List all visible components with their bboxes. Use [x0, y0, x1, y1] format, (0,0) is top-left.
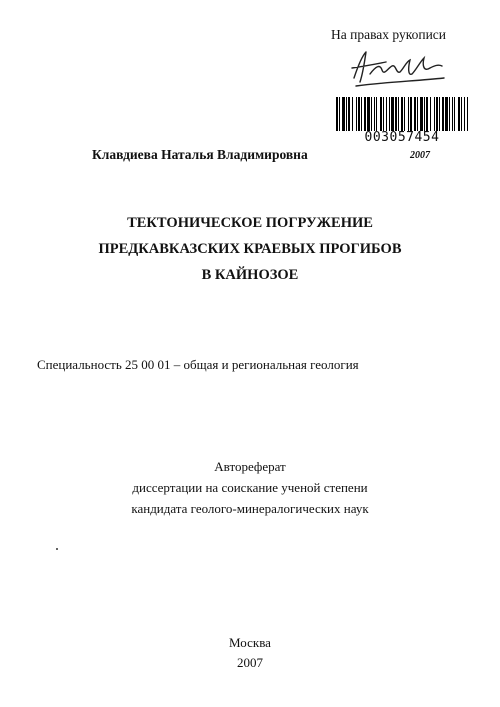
barcode-bar: [417, 97, 418, 131]
barcode-bar: [364, 97, 366, 131]
barcode-bar: [449, 97, 450, 131]
barcode-bar: [461, 97, 462, 131]
document-type-line: диссертации на соискание ученой степени: [132, 480, 368, 495]
barcode-bar: [339, 97, 340, 131]
barcode-bar: [367, 97, 370, 131]
rights-notice: На правах рукописи: [331, 27, 447, 42]
barcode: [336, 97, 468, 131]
barcode-bar: [395, 97, 397, 131]
year: 2007: [237, 655, 263, 670]
barcode-bar: [408, 97, 409, 131]
handwritten-signature: [346, 48, 446, 90]
barcode-bar: [452, 97, 453, 131]
title-line: ТЕКТОНИЧЕСКОЕ ПОГРУЖЕНИЕ: [127, 215, 373, 231]
barcode-bar: [398, 97, 399, 131]
barcode-bar: [439, 97, 440, 131]
barcode-bar: [356, 97, 357, 131]
barcode-bar: [352, 97, 353, 131]
barcode-bar: [391, 97, 394, 131]
barcode-bar: [464, 97, 465, 131]
barcode-bar: [342, 97, 345, 131]
title-line: ПРЕДКАВКАЗСКИХ КРАЕВЫХ ПРОГИБОВ: [98, 241, 402, 257]
barcode-bar: [445, 97, 448, 131]
specialty-line: Специальность 25 00 01 – общая и региональная геология: [37, 357, 359, 372]
city: Москва: [229, 635, 271, 650]
title-line: В КАЙНОЗОЕ: [201, 267, 299, 283]
barcode-bar: [420, 97, 423, 131]
document-type-line: Автореферат: [214, 459, 286, 474]
barcode-bar: [410, 97, 412, 131]
barcode-bar: [404, 97, 405, 131]
dissertation-title: [0, 210, 500, 288]
barcode-bar: [376, 97, 377, 131]
barcode-bar: [454, 97, 455, 131]
barcode-bar: [348, 97, 350, 131]
author-name: Клавдиева Наталья Владимировна: [92, 147, 308, 162]
barcode-bar: [414, 97, 416, 131]
barcode-bar: [371, 97, 372, 131]
barcode-bar: [442, 97, 444, 131]
document-type: [0, 456, 500, 519]
barcode-bar: [389, 97, 390, 131]
document-type-line: кандидата геолого-минералогических наук: [131, 501, 369, 516]
barcode-bar: [336, 97, 338, 131]
barcode-bar: [383, 97, 384, 131]
barcode-bar: [430, 97, 431, 131]
barcode-bar: [380, 97, 382, 131]
barcode-bar: [358, 97, 360, 131]
barcode-bar: [467, 97, 468, 131]
barcode-bar: [386, 97, 387, 131]
barcode-bar: [426, 97, 428, 131]
barcode-bar: [401, 97, 403, 131]
barcode-bar: [361, 97, 362, 131]
barcode-bar: [424, 97, 425, 131]
place-and-year: [0, 633, 500, 673]
barcode-bar: [374, 97, 375, 131]
barcode-number: 003057454: [364, 130, 440, 145]
barcode-bar: [458, 97, 460, 131]
barcode-year: 2007: [410, 150, 430, 161]
barcode-bar: [436, 97, 438, 131]
barcode-bar: [434, 97, 435, 131]
scan-speck: [56, 548, 58, 550]
barcode-bar: [346, 97, 347, 131]
